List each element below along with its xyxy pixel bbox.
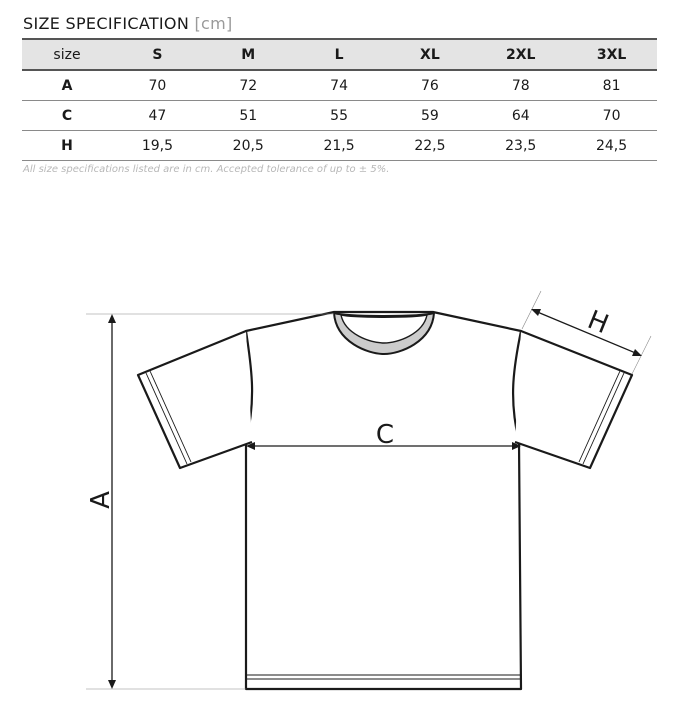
table-cell: 47 bbox=[112, 101, 203, 131]
left-sleeve bbox=[138, 331, 252, 468]
table-cell: 51 bbox=[203, 101, 294, 131]
dimension-a-arrow-bottom bbox=[108, 680, 116, 689]
table-cell: 22,5 bbox=[384, 131, 475, 161]
table-cell: 70 bbox=[566, 101, 657, 131]
table-cell: 76 bbox=[384, 70, 475, 101]
row-header: H bbox=[22, 131, 112, 161]
row-header: C bbox=[22, 101, 112, 131]
table-cell: 21,5 bbox=[294, 131, 385, 161]
table-cell: 64 bbox=[475, 101, 566, 131]
tshirt-body-outline bbox=[246, 312, 521, 689]
dimension-h-label: H bbox=[583, 305, 613, 341]
tolerance-note: All size specifications listed are in cm. Accepted tolerance of up to ± 5%. bbox=[23, 164, 390, 175]
table-cell: 81 bbox=[566, 70, 657, 101]
table-cell: 24,5 bbox=[566, 131, 657, 161]
table-cell: 20,5 bbox=[203, 131, 294, 161]
corner-header: size bbox=[22, 39, 112, 70]
table-cell: 59 bbox=[384, 101, 475, 131]
table-cell: 19,5 bbox=[112, 131, 203, 161]
dimension-a-arrow-top bbox=[108, 314, 116, 323]
dimension-a-label: A bbox=[86, 491, 116, 509]
column-header: L bbox=[294, 39, 385, 70]
table-cell: 78 bbox=[475, 70, 566, 101]
column-header: M bbox=[203, 39, 294, 70]
table-cell: 55 bbox=[294, 101, 385, 131]
table-cell: 23,5 bbox=[475, 131, 566, 161]
row-header: A bbox=[22, 70, 112, 101]
column-header: 3XL bbox=[566, 39, 657, 70]
dimension-h-arrow-right bbox=[632, 349, 642, 356]
table-cell: 74 bbox=[294, 70, 385, 101]
title-text: SIZE SPECIFICATION bbox=[23, 14, 190, 33]
column-header: 2XL bbox=[475, 39, 566, 70]
title-unit: [cm] bbox=[194, 14, 233, 33]
column-header: S bbox=[112, 39, 203, 70]
dimension-c-label: C bbox=[375, 420, 395, 450]
column-header: XL bbox=[384, 39, 475, 70]
right-sleeve bbox=[515, 331, 632, 468]
dimension-h-arrow-left bbox=[531, 309, 541, 316]
table-cell: 72 bbox=[203, 70, 294, 101]
table-cell: 70 bbox=[112, 70, 203, 101]
